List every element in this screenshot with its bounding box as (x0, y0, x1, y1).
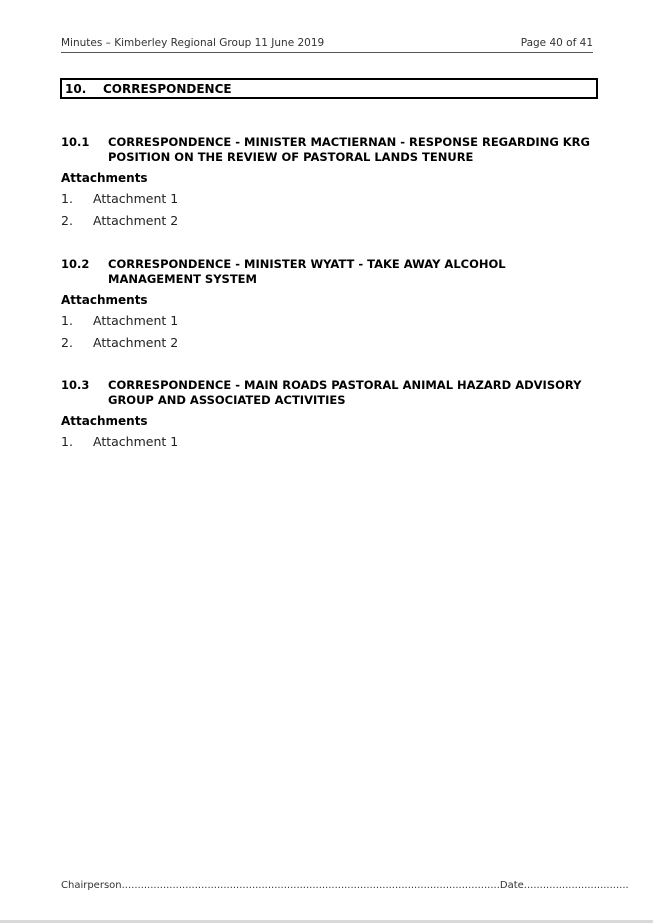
page-number: Page 40 of 41 (520, 37, 593, 49)
attachment-number: 2. (61, 212, 73, 228)
signature-line: Chairperson.......................................................................................................................Date................................. (61, 880, 629, 891)
item-heading (61, 378, 601, 408)
item-title: CORRESPONDENCE - MINISTER MACTIERNAN - RESPONSE REGARDING KRG POSITION ON THE REVIEW OF PASTORAL LANDS TENURE (108, 135, 590, 164)
attachments-heading: Attachments (61, 414, 148, 428)
attachment-label: Attachment 1 (93, 191, 179, 206)
correspondence-item (61, 135, 601, 232)
attachment-number: 1. (61, 313, 73, 328)
section-heading-box (60, 78, 598, 99)
item-heading (61, 135, 601, 165)
attachments-heading: Attachments (61, 293, 148, 307)
attachment-label: Attachment 2 (93, 334, 179, 350)
attachment-number: 2. (61, 334, 73, 350)
attachment-label: Attachment 1 (93, 434, 179, 449)
header-title: Minutes – Kimberley Regional Group 11 June 2019 (61, 37, 325, 49)
item-number: 10.1 (61, 135, 90, 149)
attachment-number: 1. (61, 191, 73, 206)
page-header (61, 37, 593, 53)
attachments-heading: Attachments (61, 171, 148, 185)
attachment-item[interactable] (61, 333, 601, 355)
attachment-number: 1. (61, 434, 73, 449)
section-number: 10. (65, 82, 87, 96)
attachment-item[interactable] (61, 432, 601, 454)
item-title: CORRESPONDENCE - MAIN ROADS PASTORAL ANIMAL HAZARD ADVISORY GROUP AND ASSOCIATED ACTIVITIES (108, 378, 582, 407)
section-title: CORRESPONDENCE (103, 82, 232, 96)
attachment-label: Attachment 2 (93, 212, 179, 228)
item-number: 10.2 (61, 257, 90, 271)
correspondence-item (61, 378, 601, 454)
attachment-item[interactable] (61, 211, 601, 233)
attachment-item[interactable] (61, 189, 601, 211)
attachment-item[interactable] (61, 311, 601, 333)
correspondence-item (61, 257, 601, 354)
item-title: CORRESPONDENCE - MINISTER WYATT - TAKE AWAY ALCOHOL MANAGEMENT SYSTEM (108, 257, 506, 286)
attachment-label: Attachment 1 (93, 313, 179, 328)
item-heading (61, 257, 601, 287)
item-number: 10.3 (61, 378, 90, 392)
